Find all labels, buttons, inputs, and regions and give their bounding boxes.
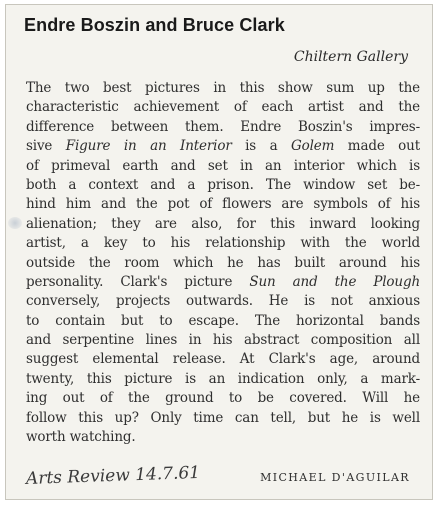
line-fragment: personality. Clark's picture: [26, 273, 250, 290]
line-fragment: made out: [334, 138, 420, 155]
article-line: hind him and the pot of flowers are symbols of his: [26, 196, 420, 213]
article-line: of primeval earth and set in an interior which is: [26, 157, 420, 174]
article-line: [26, 273, 420, 292]
article-line: The two best pictures in this show sum up the: [26, 80, 420, 96]
article-line: twenty, this picture is an indication only, a mark-: [26, 370, 420, 387]
line-fragment: is a: [231, 138, 291, 155]
artwork-title: Golem: [291, 138, 335, 155]
article-line: worth watching.: [26, 429, 136, 446]
article-line: and serpentine lines in his abstract composition all: [26, 332, 420, 349]
line-fragment: sive: [26, 138, 66, 155]
article-line: [26, 137, 420, 156]
article-line: outside the room which he has built around his: [26, 254, 420, 271]
article-line: to contain but to escape. The horizontal bands: [26, 312, 420, 329]
ink-smudge: [8, 217, 22, 229]
gallery-name: Chiltern Gallery: [293, 49, 408, 65]
article-headline: Endre Boszin and Bruce Clark: [24, 15, 285, 35]
handwritten-date-note: Arts Review 14.7.61: [25, 462, 201, 489]
article-line: both a context and a prison. The window set be-: [26, 176, 420, 193]
article-line: conversely, projects outwards. He is not anxious: [26, 293, 420, 310]
article-line: alienation; they are also, for this inward looking: [26, 215, 420, 232]
article-line: ing out of the ground to be covered. Will he: [26, 390, 420, 407]
article-line: suggest elemental release. At Clark's age, around: [26, 351, 420, 368]
author-byline: MICHAEL D'AGUILAR: [260, 471, 410, 484]
article-line: characteristic achievement of each artist and the: [26, 99, 420, 116]
article-body: [26, 79, 420, 447]
newspaper-clipping: [5, 4, 433, 500]
article-line: artist, a key to his relationship with the world: [26, 235, 420, 252]
article-line: follow this up? Only time can tell, but he is well: [26, 409, 420, 426]
article-line: difference between them. Endre Boszin's impres-: [26, 118, 420, 135]
artwork-title: Figure in an Interior: [65, 138, 232, 155]
artwork-title: Sun and the Plough: [249, 273, 420, 290]
